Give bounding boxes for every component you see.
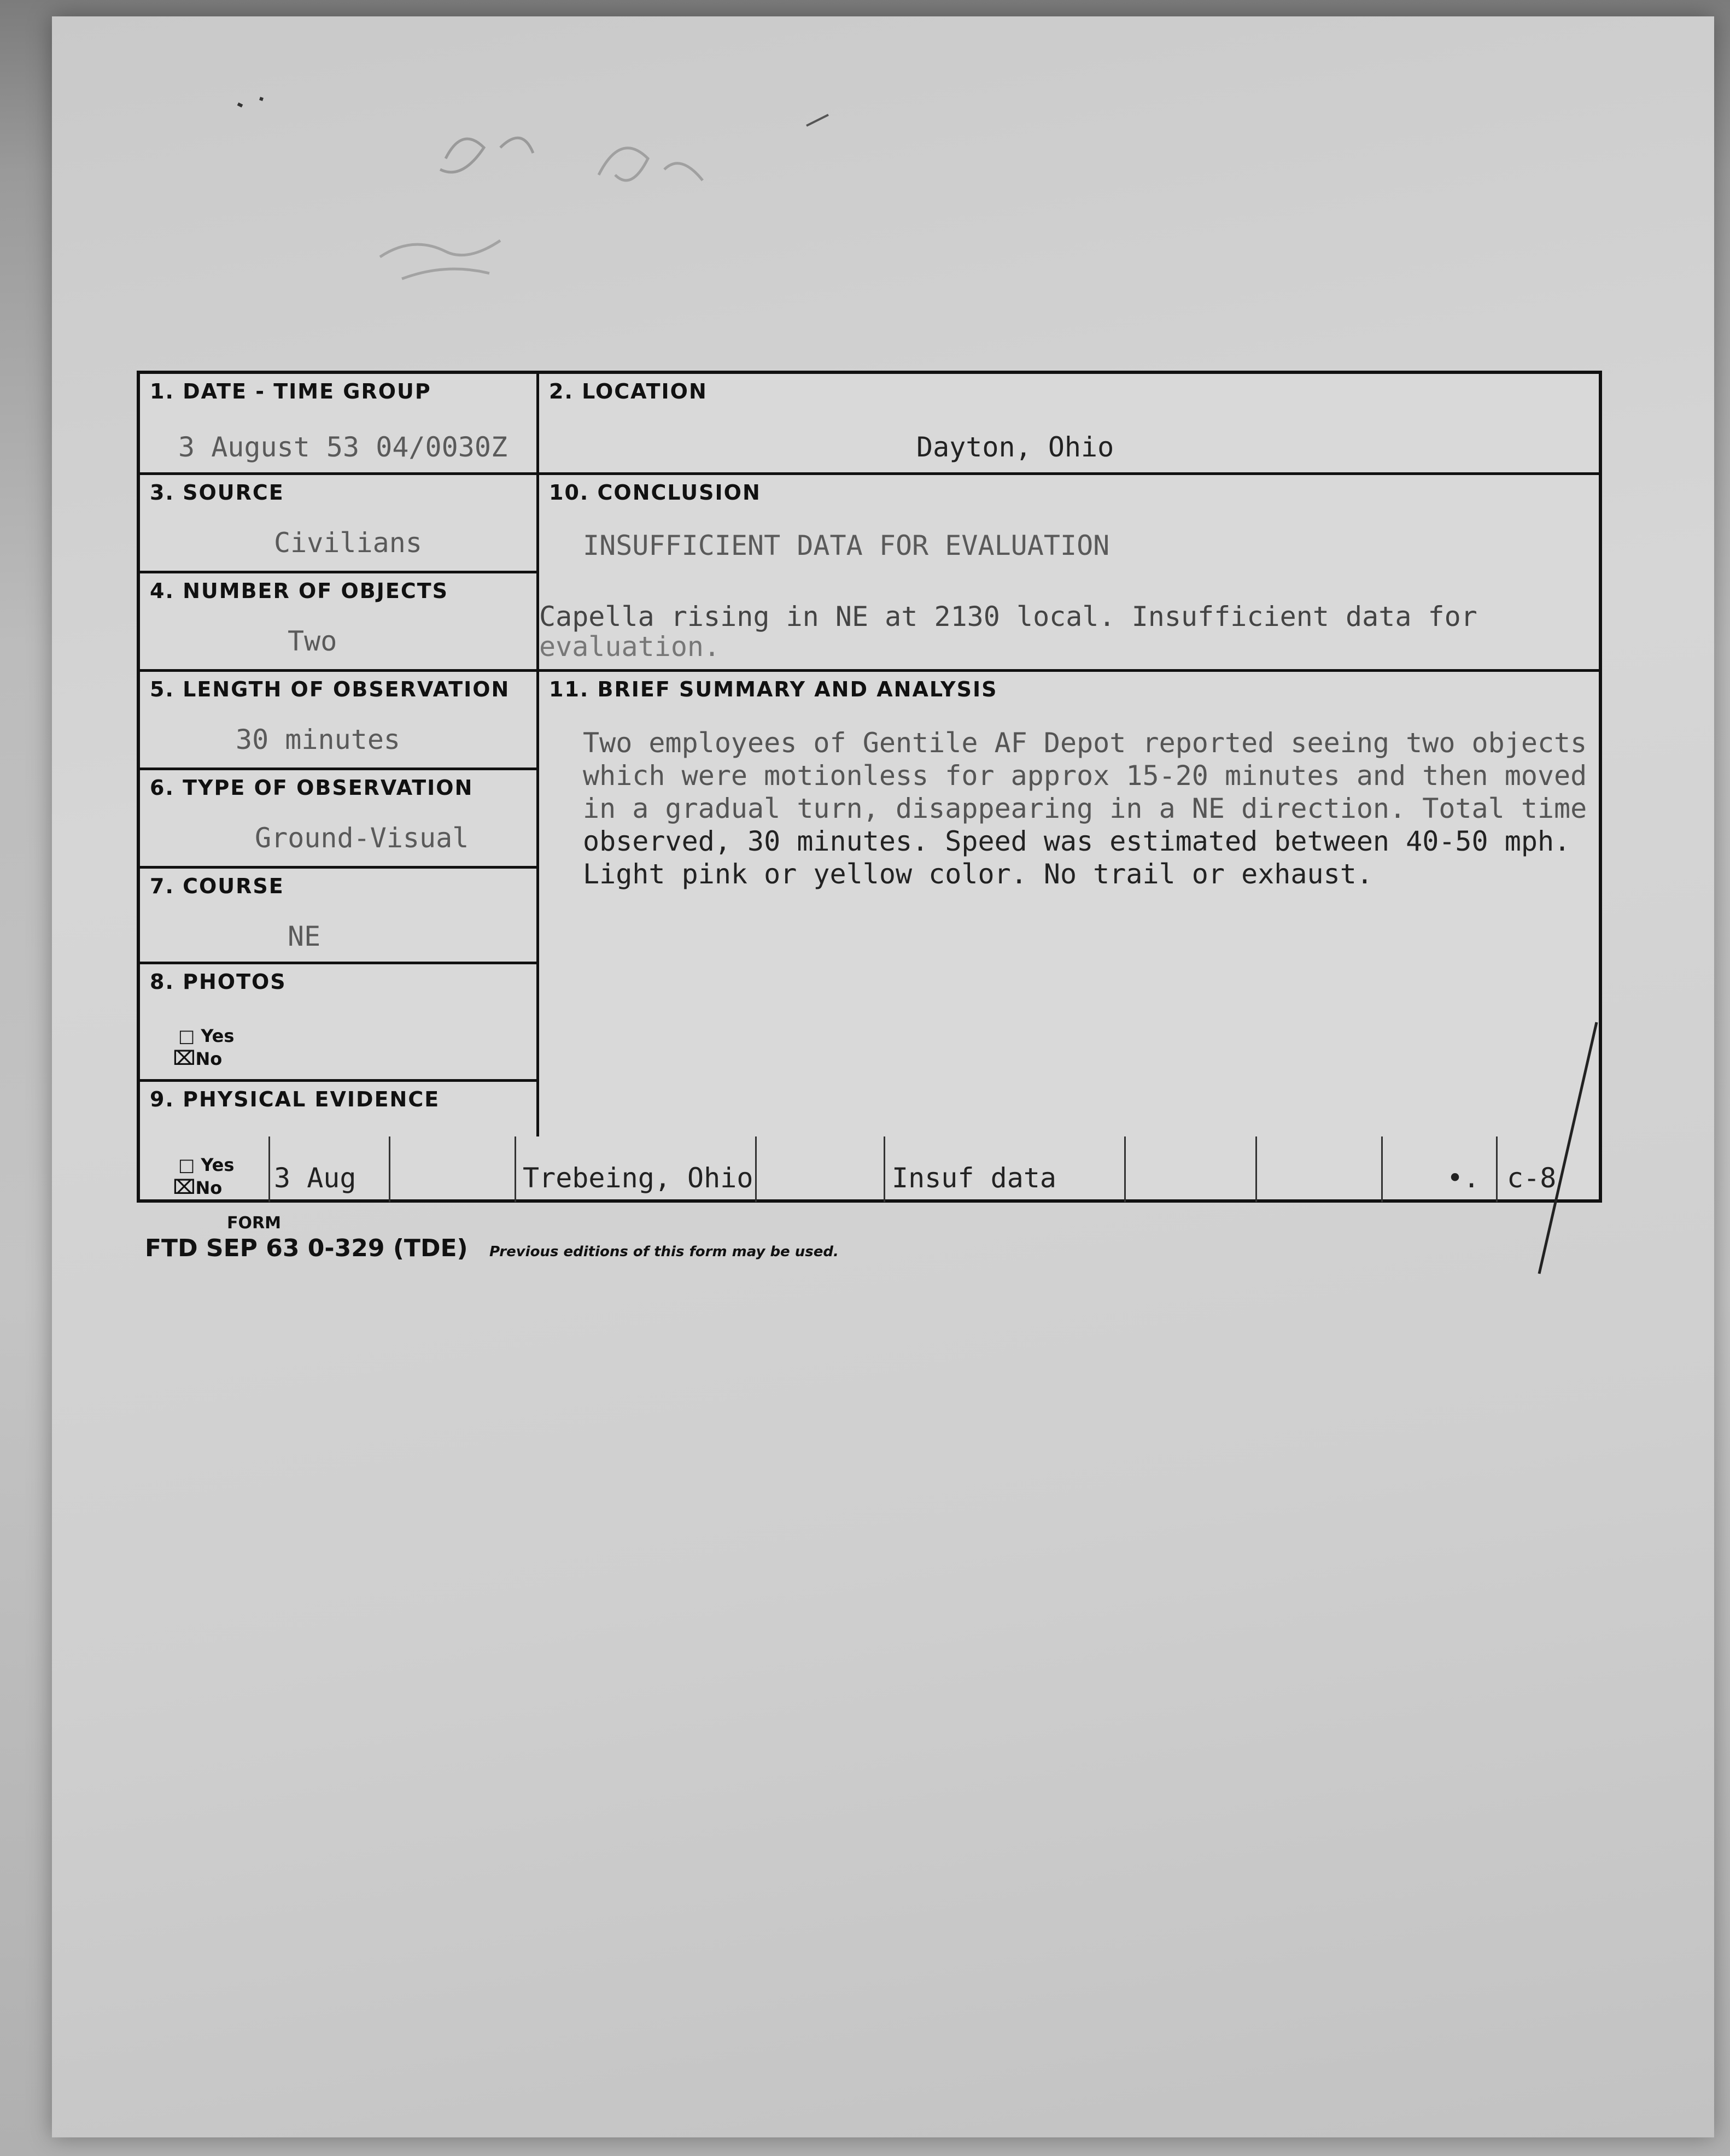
strip-divider [268,1136,270,1202]
physical-evidence-no-option [173,1176,222,1199]
strip-mark: •. [1447,1162,1480,1194]
strip-divider [1496,1136,1498,1202]
strip-divider [884,1136,885,1202]
project-record-card [137,371,1602,1203]
strip-code: c-8 [1507,1162,1557,1194]
course-label: 7. COURSE [150,874,284,898]
strip-date: 3 Aug [274,1162,356,1194]
field-photos [140,964,539,1082]
conclusion-heading: INSUFFICIENT DATA FOR EVALUATION [583,530,1110,561]
field-physical-evidence [140,1082,539,1136]
summary-line: Two employees of Gentile AF Depot reported seeing two objects [583,727,1587,759]
source-value: Civilians [274,527,422,559]
form-word: FORM [227,1214,281,1233]
source-label: 3. SOURCE [150,481,284,505]
location-label: 2. LOCATION [549,379,708,403]
photos-yes-label: Yes [201,1026,235,1046]
field-number-of-objects [140,573,539,672]
length-of-observation-label: 5. LENGTH OF OBSERVATION [150,677,510,701]
number-of-objects-label: 4. NUMBER OF OBJECTS [150,579,449,603]
checkbox-empty-icon: □ [178,1026,195,1046]
summary-label: 11. BRIEF SUMMARY AND ANALYSIS [549,677,998,701]
checkbox-checked-icon: ⌧ [173,1176,196,1199]
photos-no-option [173,1047,222,1070]
conclusion-label: 10. CONCLUSION [549,481,761,505]
checkbox-empty-icon: □ [178,1155,195,1175]
physical-evidence-no-label: No [195,1177,223,1198]
summary-line: observed, 30 minutes. Speed was estimated between 40-50 mph. [583,825,1571,857]
physical-evidence-yes-label: Yes [201,1155,235,1175]
field-date-time-group [140,374,539,475]
field-conclusion [539,475,1600,672]
strip-divider [515,1136,516,1202]
date-time-group-value: 3 August 53 04/0030Z [178,431,508,463]
photos-label: 8. PHOTOS [150,970,287,994]
physical-evidence-label: 9. PHYSICAL EVIDENCE [150,1087,440,1111]
field-source [140,475,539,573]
summary-line: which were motionless for approx 15-20 minutes and then moved [583,760,1587,792]
handwriting-scribble [216,82,872,312]
type-of-observation-value: Ground-Visual [255,822,469,854]
card-edge-line [1528,1000,1638,1285]
field-course [140,869,539,964]
strip-divider [389,1136,390,1202]
field-type-of-observation [140,770,539,869]
checkbox-checked-icon: ⌧ [173,1047,196,1070]
strip-divider [1124,1136,1126,1202]
strip-divider [1381,1136,1383,1202]
physical-evidence-yes-option [178,1155,234,1175]
course-value: NE [288,921,321,952]
summary-line: Light pink or yellow color. No trail or exhaust. [583,858,1373,890]
field-length-of-observation [140,672,539,770]
location-value: Dayton, Ohio [916,431,1114,463]
form-note: Previous editions of this form may be used. [489,1244,839,1260]
type-of-observation-label: 6. TYPE OF OBSERVATION [150,776,474,800]
summary-line: in a gradual turn, disappearing in a NE direction. Total time [583,793,1587,824]
conclusion-text-line1: Capella rising in NE at 2130 local. Insufficient data for [539,601,1477,632]
length-of-observation-value: 30 minutes [236,724,401,755]
conclusion-text-line2: evaluation. [539,631,721,663]
field-location [539,374,1600,475]
strip-divider [755,1136,757,1202]
form-id: FTD SEP 63 0-329 (TDE) [145,1234,468,1262]
photos-yes-option [178,1026,234,1046]
summary-text [583,727,1594,890]
photos-no-label: No [195,1048,223,1069]
strip-result: Insuf data [892,1162,1057,1194]
document-sheet [52,16,1714,2137]
strip-divider [1255,1136,1257,1202]
date-time-group-label: 1. DATE - TIME GROUP [150,379,431,403]
number-of-objects-value: Two [288,625,337,657]
strip-place: Trebeing, Ohio [523,1162,753,1194]
field-summary [539,672,1600,1136]
